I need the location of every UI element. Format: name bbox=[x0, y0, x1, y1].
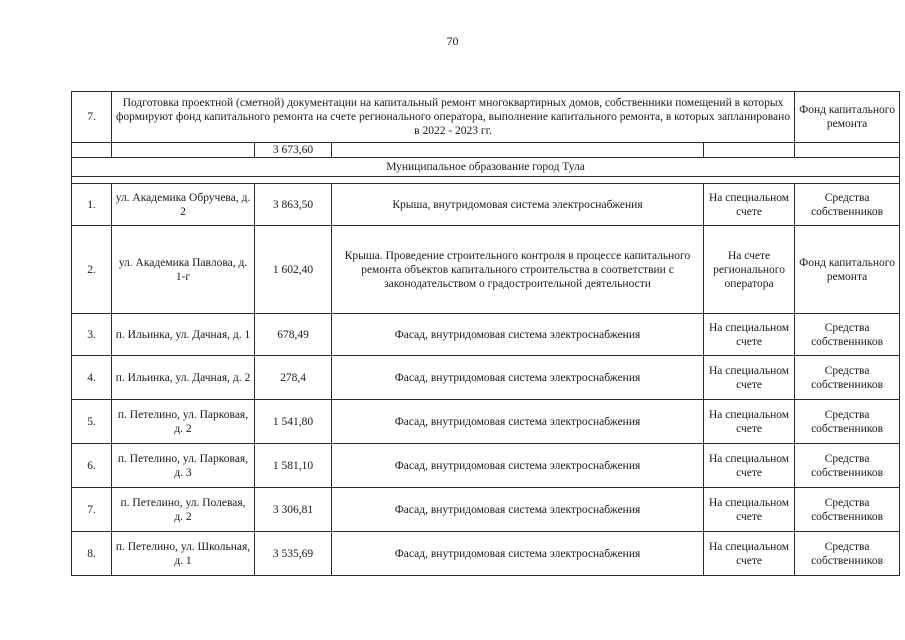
municipality-title: Муниципальное образование город Тула bbox=[72, 158, 900, 177]
row-number: 7. bbox=[72, 488, 112, 532]
row-source: Средства собственников bbox=[795, 488, 900, 532]
row-source: Средства собственников bbox=[795, 356, 900, 400]
total-row bbox=[72, 143, 900, 158]
row-account: На специальном счете bbox=[704, 444, 795, 488]
row-amount: 678,49 bbox=[255, 314, 332, 356]
row-works: Фасад, внутридомовая система электроснабжения bbox=[332, 356, 704, 400]
row-account: На специальном счете bbox=[704, 184, 795, 226]
row-amount: 1 541,80 bbox=[255, 400, 332, 444]
row-address: п. Петелино, ул. Школьная, д. 1 bbox=[112, 532, 255, 576]
row-address: п. Ильинка, ул. Дачная, д. 2 bbox=[112, 356, 255, 400]
row-account: На специальном счете bbox=[704, 356, 795, 400]
row-account: На счете регионального оператора bbox=[704, 226, 795, 314]
row-amount: 3 863,50 bbox=[255, 184, 332, 226]
row-amount: 1 581,10 bbox=[255, 444, 332, 488]
row-works: Фасад, внутридомовая система электроснабжения bbox=[332, 532, 704, 576]
row-address: п. Ильинка, ул. Дачная, д. 1 bbox=[112, 314, 255, 356]
row-address: п. Петелино, ул. Полевая, д. 2 bbox=[112, 488, 255, 532]
section-number: 7. bbox=[72, 92, 112, 143]
row-source: Фонд капитального ремонта bbox=[795, 226, 900, 314]
table-row bbox=[72, 226, 900, 314]
row-source: Средства собственников bbox=[795, 400, 900, 444]
municipality-row bbox=[72, 158, 900, 177]
section-title: Подготовка проектной (сметной) документации на капитальный ремонт многоквартирных домов, собственники помещений в которых формируют фонд капитального ремонта на счете регионального оператора, выполнение капитального ремонта, в которых запланировано в 2022 - 2023 гг. bbox=[112, 92, 795, 143]
section-total: 3 673,60 bbox=[255, 143, 332, 158]
row-works: Фасад, внутридомовая система электроснабжения bbox=[332, 488, 704, 532]
row-account: На специальном счете bbox=[704, 314, 795, 356]
row-works: Крыша. Проведение строительного контроля в процессе капитального ремонта объектов капитального строительства в соответствии с законодательством о градостроительной деятельности bbox=[332, 226, 704, 314]
spacer-row bbox=[72, 177, 900, 184]
row-address: ул. Академика Павлова, д. 1-г bbox=[112, 226, 255, 314]
row-number: 8. bbox=[72, 532, 112, 576]
row-number: 3. bbox=[72, 314, 112, 356]
row-amount: 1 602,40 bbox=[255, 226, 332, 314]
row-source: Средства собственников bbox=[795, 532, 900, 576]
row-number: 2. bbox=[72, 226, 112, 314]
row-address: ул. Академика Обручева, д. 2 bbox=[112, 184, 255, 226]
row-source: Средства собственников bbox=[795, 444, 900, 488]
row-account: На специальном счете bbox=[704, 488, 795, 532]
table-row bbox=[72, 488, 900, 532]
section-header-row bbox=[72, 92, 900, 143]
page-number: 70 bbox=[446, 34, 459, 48]
table-row bbox=[72, 314, 900, 356]
repair-plan-table bbox=[71, 91, 900, 576]
table-row bbox=[72, 532, 900, 576]
table-row bbox=[72, 400, 900, 444]
table-row bbox=[72, 356, 900, 400]
row-source: Средства собственников bbox=[795, 314, 900, 356]
row-works: Крыша, внутридомовая система электроснабжения bbox=[332, 184, 704, 226]
row-number: 6. bbox=[72, 444, 112, 488]
table-row bbox=[72, 184, 900, 226]
row-works: Фасад, внутридомовая система электроснабжения bbox=[332, 314, 704, 356]
row-number: 4. bbox=[72, 356, 112, 400]
row-account: На специальном счете bbox=[704, 400, 795, 444]
row-account: На специальном счете bbox=[704, 532, 795, 576]
row-address: п. Петелино, ул. Парковая, д. 3 bbox=[112, 444, 255, 488]
row-number: 5. bbox=[72, 400, 112, 444]
row-works: Фасад, внутридомовая система электроснабжения bbox=[332, 444, 704, 488]
fund-header: Фонд капитального ремонта bbox=[795, 92, 900, 143]
row-source: Средства собственников bbox=[795, 184, 900, 226]
table-row bbox=[72, 444, 900, 488]
row-address: п. Петелино, ул. Парковая, д. 2 bbox=[112, 400, 255, 444]
row-amount: 278,4 bbox=[255, 356, 332, 400]
row-amount: 3 535,69 bbox=[255, 532, 332, 576]
row-works: Фасад, внутридомовая система электроснабжения bbox=[332, 400, 704, 444]
row-number: 1. bbox=[72, 184, 112, 226]
row-amount: 3 306,81 bbox=[255, 488, 332, 532]
